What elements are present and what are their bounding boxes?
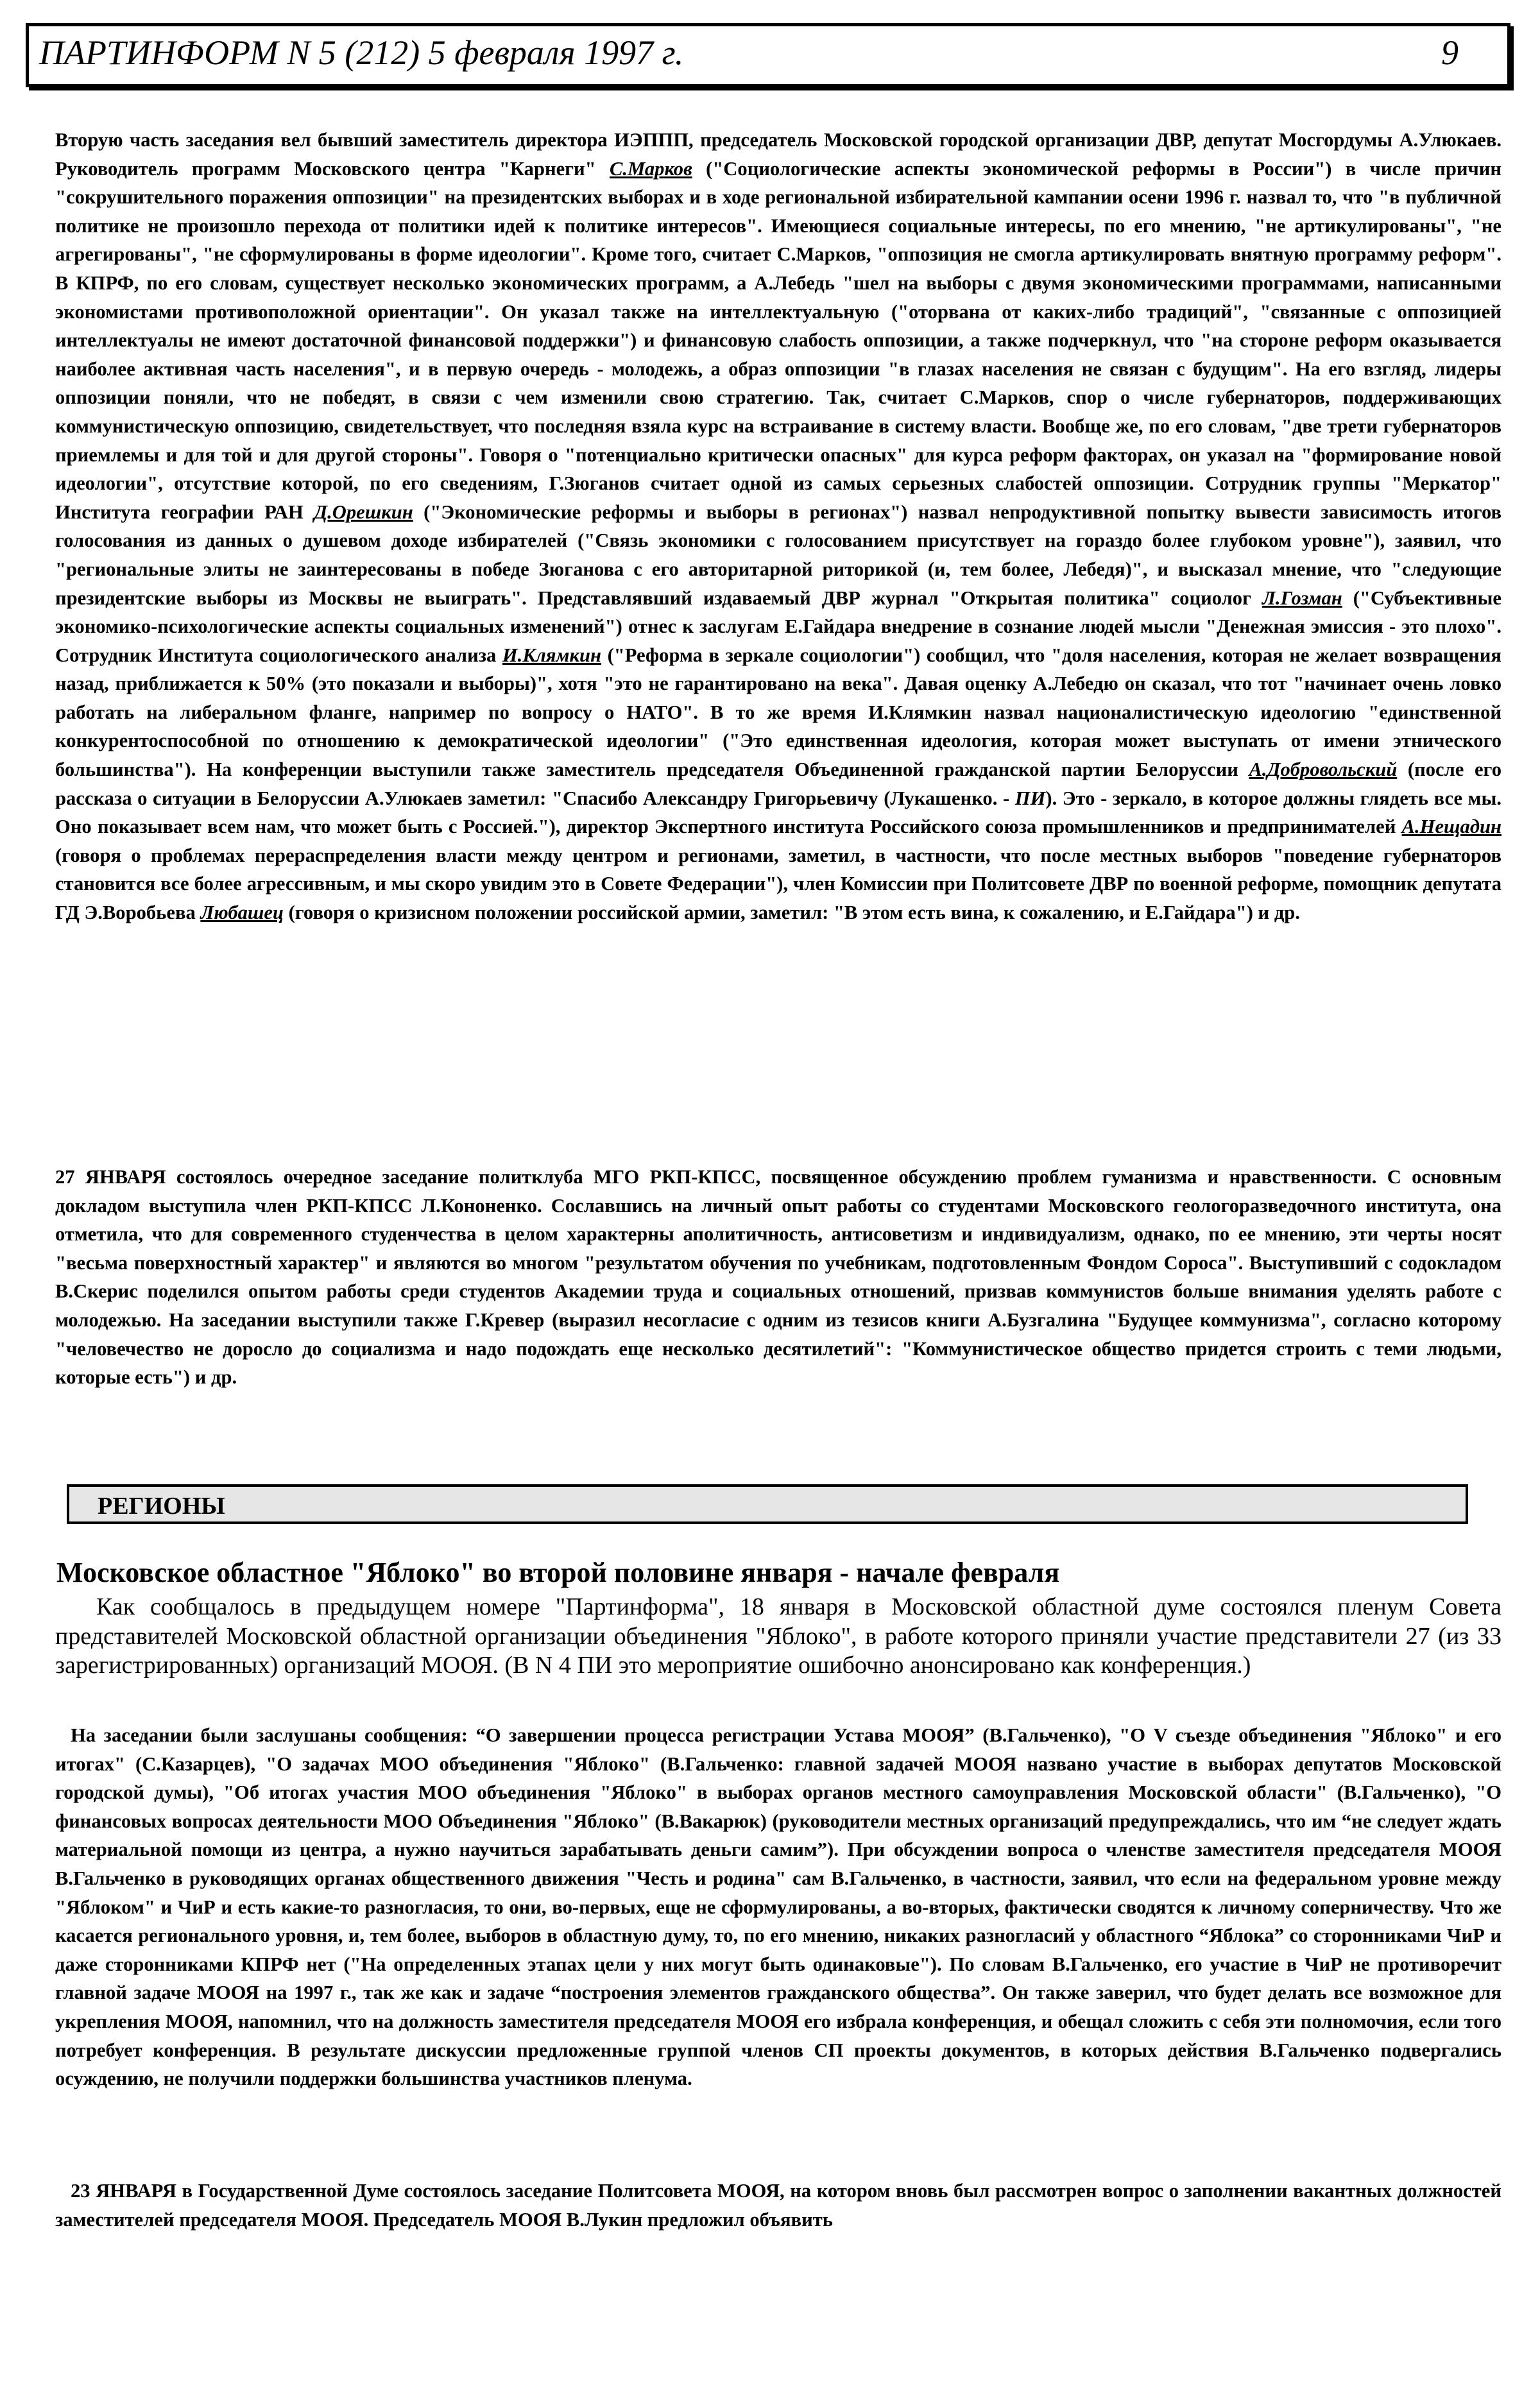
name-link-oreshkin[interactable]: Д.Орешкин [314,501,413,523]
name-link-gozman[interactable]: Л.Гозман [1262,587,1342,609]
section-label: РЕГИОНЫ [98,1493,225,1520]
name-link-neshchadin[interactable]: А.Нещадин [1401,816,1502,838]
text-run: ). Это - зеркало, в которое должны глядеть все мы. Оно показывает всем нам, что может быть с Россией."), директор Экспертного института Российского союза промышленников и предпринимателей [55,787,1502,838]
text-run: Вторую часть заседания вел бывший заместитель директора ИЭППП, председатель Московской городской организации ДВР, депутат Мосгордумы А.Улюкаев. Руководитель программ Московского центра "Карнеги" [55,129,1502,180]
text-run: ("Социологические аспекты экономической реформы в России") в числе причин "сокрушительного поражения оппозиции" на президентских выборах и в ходе региональной избирательной кампании осени 1996 г. назвал то, что "в публичной политике не произошло перехода от политики идей к политике интересов". Имеющиеся социальные интересы, по его мнению, "не артикулированы", "не агрегированы", "не сформулированы в форме идеологии". Кроме того, считает С.Марков, "оппозиция не смогла артикулировать внятную программу реформ". В КПРФ, по его словам, существует несколько экономических программ, а А.Лебедь "шел на выборы с двумя экономическими программами, написанными экономистами противоположной ориентации". Он указал также на интеллектуальную ("оторвана от каких-либо традиций", "связанные с оппозицией интеллектуалы не имеют достаточной финансовой поддержки") и финансовую слабость оппозиции, а также подчеркнул, что "на стороне реформ оказывается наиболее активная часть населения", и в первую очередь - молодежь, а образ оппозиции "в глазах населения не связан с будущим". На его взгляд, лидеры оппозиции поняли, что не победят, в связи с чем изменили свою стратегию. Так, считает С.Марков, спор о числе губернаторов, поддерживающих коммунистическую оппозицию, свидетельствует, что последняя взяла курс на встраивание в систему власти. Вообще же, по его словам, "две трети губернаторов приемлемы и для той и для другой стороны". Говоря о "потенциально критически опасных" для курса реформ факторах, он указал на "формирование новой идеологии", отсутствие которой, по его сведениям, Г.Зюганов считает одной из самых серьезных слабостей оппозиции. Сотрудник группы "Меркатор" Института географии РАН [55,157,1502,523]
name-link-markov[interactable]: С.Марков [610,157,692,180]
page-header [26,23,1510,87]
article-title: Московское областное "Яблоко" во второй половине января - начале февраля [56,1557,1060,1588]
publication-title: ПАРТИНФОРМ N 5 (212) 5 февраля 1997 г. [39,33,684,72]
name-link-lyubashets[interactable]: Любашец [200,902,284,924]
paragraph-conference-report [55,126,1502,927]
paragraph-text: 27 ЯНВАРЯ состоялось очередное заседание политклуба МГО РКП-КПСС, посвященное обсуждению проблем гуманизма и нравственности. С основным докладом выступила член РКП-КПСС Л.Кононенко. Сославшись на личный опыт работы со студентами Московского геологоразведочного института, она отметила, что для современного студенчества в целом характерны аполитичность, антисоветизм и индивидуализм, однако, по ее мнению, эти черты носят "весьма поверхностный характер" и являются во многом "результатом обучения по учебникам, подготовленным Фондом Сороса". Выступивший с содокладом В.Скерис поделился опытом работы среди студентов Академии труда и социальных отношений, призвав коммунистов больше внимания уделять работе с молодежью. На заседании выступили также Г.Кревер (выразил несогласие с одним из тезисов книги А.Бузгалина "Будущее коммунизма", согласно которому "человечество не доросло до социализма и надо подождать еще несколько десятилетий": "Коммунистическое общество придется строить с теми людьми, которые есть") и др. [55,1166,1502,1389]
article-paragraph-politsovet [55,2177,1502,2234]
section-heading-bar [67,1484,1468,1524]
paragraph-politclub-meeting [55,1163,1502,1392]
paragraph-text: На заседании были заслушаны сообщения: “О завершении процесса регистрации Устава МООЯ” (В.Гальченко), "О V съезде объединения "Яблоко" и его итогах" (С.Казарцев), "О задачах МОО объединения "Яблоко" (В.Гальченко: главной задачей МООЯ названо участие в выборах депутатов Московской городской думы), "Об итогах участия МОО объединения "Яблоко" в выборах органов местного самоуправления Московской области" (В.Гальченко), "О финансовых вопросах деятельности МОО Объединения "Яблоко" (В.Вакарюк) (руководители местных организаций предупреждались, что им “не следует ждать материальной помощи из центра, а нужно научиться зарабатывать деньги самим”). При обсуждении вопроса о членстве заместителя председателя МООЯ В.Гальченко в руководящих органах общественного движения "Честь и родина" сам В.Гальченко, в частности, заявил, что если на федеральном уровне между "Яблоком" и ЧиР и есть какие-то разногласия, то они, во-первых, еще не сформулированы, а во-вторых, фактически сводятся к личному соперничеству. Что же касается регионального уровня, и, тем более, выборов в областную думу, то, по его мнению, никаких разногласий у областного “Яблока” со сторонниками ЧиР и даже сторонниками КПРФ нет ("На определенных этапах цели у них могут быть одинаковые"). По словам В.Гальченко, его участие в ЧиР не противоречит главной задаче МООЯ на 1997 г., так же как и задаче “построения элементов гражданского общества”. Он также заверил, что будет делать все возможное для укрепления МООЯ, напомнил, что на должность заместителя председателя МООЯ его избрала конференция, и обещал сложить с себя эти полномочия, если того потребует конференция. В результате дискуссии предложенные группой членов СП проекты документов, в которых действия В.Гальченко подвергались осуждению, не получили поддержки большинства участников пленума. [55,1724,1502,2090]
text-run: (говоря о проблемах перераспределения власти между центром и регионами, заметил, в частности, что после местных выборов "поведение губернаторов становится все более агрессивным, и мы скоро увидим это в Совете Федерации"), член Комиссии при Политсовете ДВР по военной реформе, помощник депутата ГД Э.Воробьева [55,844,1502,924]
article-paragraph-plenum [55,1721,1502,2093]
article-lead: Как сообщалось в предыдущем номере "Партинформа", 18 января в Московской областной думе состоялся пленум Совета представителей Московской областной организации объединения "Яблоко", в работе которого приняли участие представители 27 (из 33 зарегистрированных) организаций МООЯ. (В N 4 ПИ это мероприятие ошибочно анонсировано как конференция.) [55,1593,1502,1679]
paragraph-text: 23 ЯНВАРЯ в Государственной Думе состоялось заседание Политсовета МООЯ, на котором вновь был рассмотрен вопрос о заполнении вакантных должностей заместителей председателя МООЯ. Председатель МООЯ В.Лукин предложил объявить [55,2180,1502,2231]
page-number: 9 [1441,33,1459,72]
text-run: ("Реформа в зеркале социологии") сообщил, что "доля населения, которая не желает возвращения назад, приближается к 50% (это показали и выборы)", хотя "это не гарантировано на века". Давая оценку А.Лебедю он сказал, что тот "начинает очень ловко работать на либеральном фланге, например по вопросу о НАТО". В то же время И.Клямкин назвал националистическую идеологию "единственной конкурентоспособной по отношению к демократической идеологии" ("Это единственная идеология, которая может выступать от имени этнического большинства"). На конференции выступили также заместитель председателя Объединенной гражданской партии Белоруссии [55,644,1502,781]
text-run: ("Субъективные экономико-психологические аспекты социальных изменений") отнес к заслугам Е.Гайдара внедрение в сознание людей мысли "Денежная эмиссия - это плохо". Сотрудник Института социологического анализа [55,587,1502,666]
name-link-dobrovolsky[interactable]: А.Добровольский [1249,758,1398,781]
text-run: (говоря о кризисном положении российской армии, заметил: "В этом есть вина, к сожалению, и Е.Гайдара") и др. [283,902,1300,924]
abbreviation-pi: ПИ [1014,787,1046,809]
text-run: (после его рассказа о ситуации в Белоруссии А.Улюкаев заметил: "Спасибо Александру Григорьевичу (Лукашенко. - [55,758,1502,809]
text-run: ("Экономические реформы и выборы в регионах") назвал непродуктивной попытку вывести зависимость итогов голосования из данных о душевом доходе избирателей ("Связь экономики с голосованием присутствует на гораздо более глубоком уровне"), заявил, что "региональные элиты не заинтересованы в победе Зюганова с его авторитарной риторикой (и, тем более, Лебедя)", и высказал мнение, что "следующие президентские выборы из Москвы не выиграть". Представлявший издаваемый ДВР журнал "Открытая политика" социолог [55,501,1502,609]
name-link-klyamkin[interactable]: И.Клямкин [502,644,602,666]
